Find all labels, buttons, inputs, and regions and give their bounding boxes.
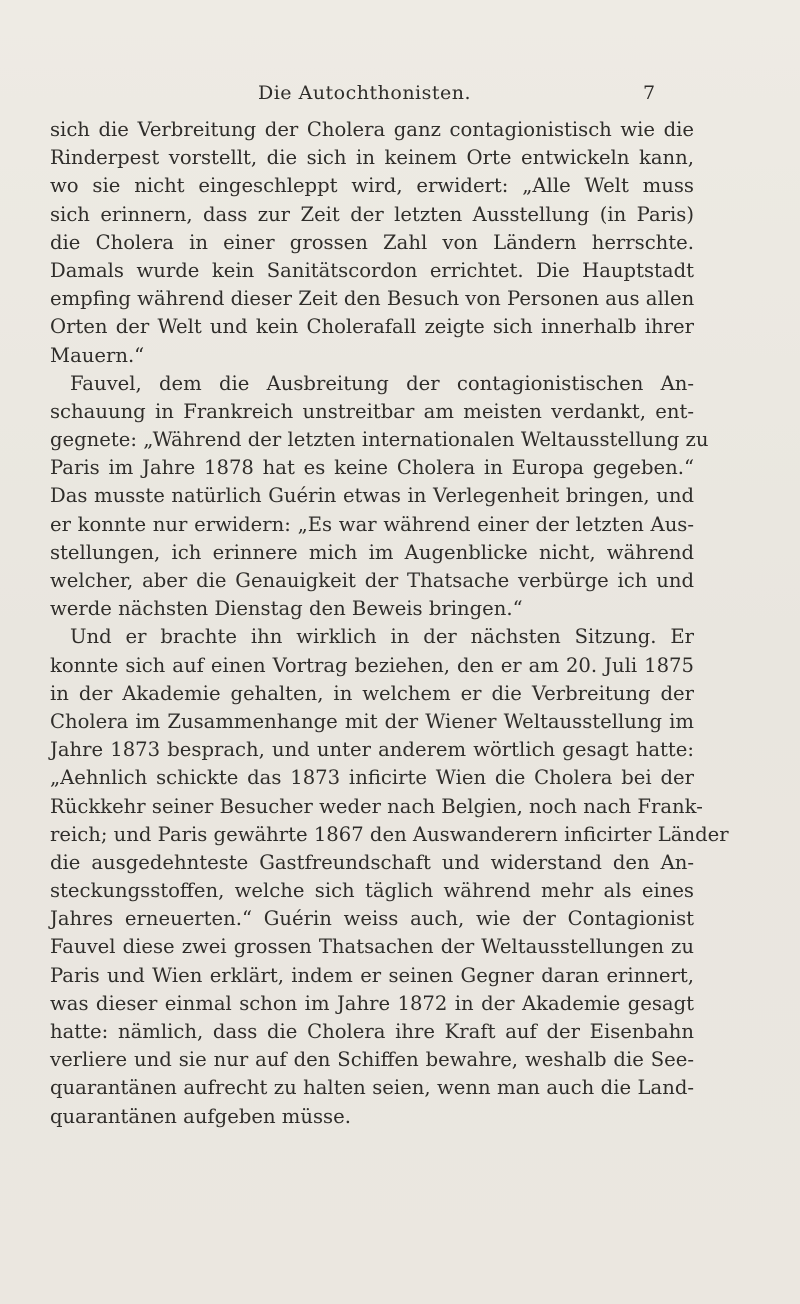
text-line: Jahre 1873 besprach, und unter anderem wörtlich gesagt hatte: [50, 738, 694, 762]
text-line: Rückkehr seiner Besucher weder nach Belgien, noch nach Frank- [50, 794, 703, 818]
text-line: „Aehnlich schickte das 1873 inficirte Wien die Cholera bei der [50, 766, 694, 790]
text-line: Damals wurde kein Sanitätscordon errichtet. Die Hauptstadt [50, 258, 694, 282]
text-line: empfing während dieser Zeit den Besuch von Personen aus allen [50, 287, 695, 311]
text-line: Jahres erneuerten.“ Guérin weiss auch, wie der Contagionist [50, 907, 694, 931]
text-line: quarantänen aufrecht zu halten seien, wenn man auch die Land- [50, 1076, 694, 1100]
text-line: Das musste natürlich Guérin etwas in Verlegenheit bringen, und [50, 484, 694, 508]
text-line: reich; und Paris gewährte 1867 den Auswanderern inficirter Länder [50, 822, 729, 846]
text-line: Fauvel, dem die Ausbreitung der contagionistischen An- [70, 371, 694, 395]
text-line: Rinderpest vorstellt, die sich in keinem Orte entwickeln kann, [50, 146, 694, 170]
text-line: er konnte nur erwidern: „Es war während einer der letzten Aus- [50, 512, 694, 536]
text-line: Und er brachte ihn wirklich in der nächsten Sitzung. Er [70, 625, 694, 649]
body-text [50, 116, 729, 1131]
text-line: Fauvel diese zwei grossen Thatsachen der Weltausstellungen zu [50, 935, 694, 959]
text-line: steckungsstoffen, welche sich täglich während mehr als eines [50, 879, 694, 903]
running-header-title: Die Autochthonisten. [258, 82, 472, 104]
text-line: verliere und sie nur auf den Schiffen bewahre, weshalb die See- [50, 1048, 694, 1072]
text-line: werde nächsten Dienstag den Beweis bringen.“ [50, 597, 523, 621]
text-line: Mauern.“ [50, 343, 145, 367]
page-number: 7 [643, 82, 656, 104]
text-line: sich die Verbreitung der Cholera ganz contagionistisch wie die [50, 118, 694, 141]
text-line: Cholera im Zusammenhange mit der Wiener Weltausstellung im [50, 709, 694, 733]
text-line: quarantänen aufgeben müsse. [50, 1104, 351, 1128]
text-line: was dieser einmal schon im Jahre 1872 in der Akademie gesagt [50, 991, 694, 1015]
text-line: sich erinnern, dass zur Zeit der letzten Ausstellung (in Paris) [50, 202, 694, 226]
running-header [0, 82, 800, 110]
text-line: die ausgedehnteste Gastfreundschaft und widerstand den An- [50, 850, 694, 874]
text-line: Paris im Jahre 1878 hat es keine Cholera in Europa gegeben.“ [50, 456, 694, 480]
text-line: welcher, aber die Genauigkeit der Thatsache verbürge ich und [50, 569, 694, 592]
text-line: die Cholera in einer grossen Zahl von Ländern herrschte. [50, 230, 694, 254]
text-line: Orten der Welt und kein Cholerafall zeigte sich innerhalb ihrer [50, 315, 694, 339]
text-line: gegnete: „Während der letzten internationalen Weltausstellung zu [50, 428, 709, 452]
text-line: hatte: nämlich, dass die Cholera ihre Kraft auf der Eisenbahn [50, 1020, 694, 1043]
text-line: konnte sich auf einen Vortrag beziehen, den er am 20. Juli 1875 [50, 653, 694, 677]
text-line: stellungen, ich erinnere mich im Augenblicke nicht, während [50, 540, 694, 564]
text-line: in der Akademie gehalten, in welchem er die Verbreitung der [50, 681, 694, 705]
text-line: Paris und Wien erklärt, indem er seinen Gegner daran erinnert, [50, 963, 694, 987]
text-line: wo sie nicht eingeschleppt wird, erwidert: „Alle Welt muss [50, 174, 694, 198]
text-line: schauung in Frankreich unstreitbar am meisten verdankt, ent- [50, 399, 694, 423]
